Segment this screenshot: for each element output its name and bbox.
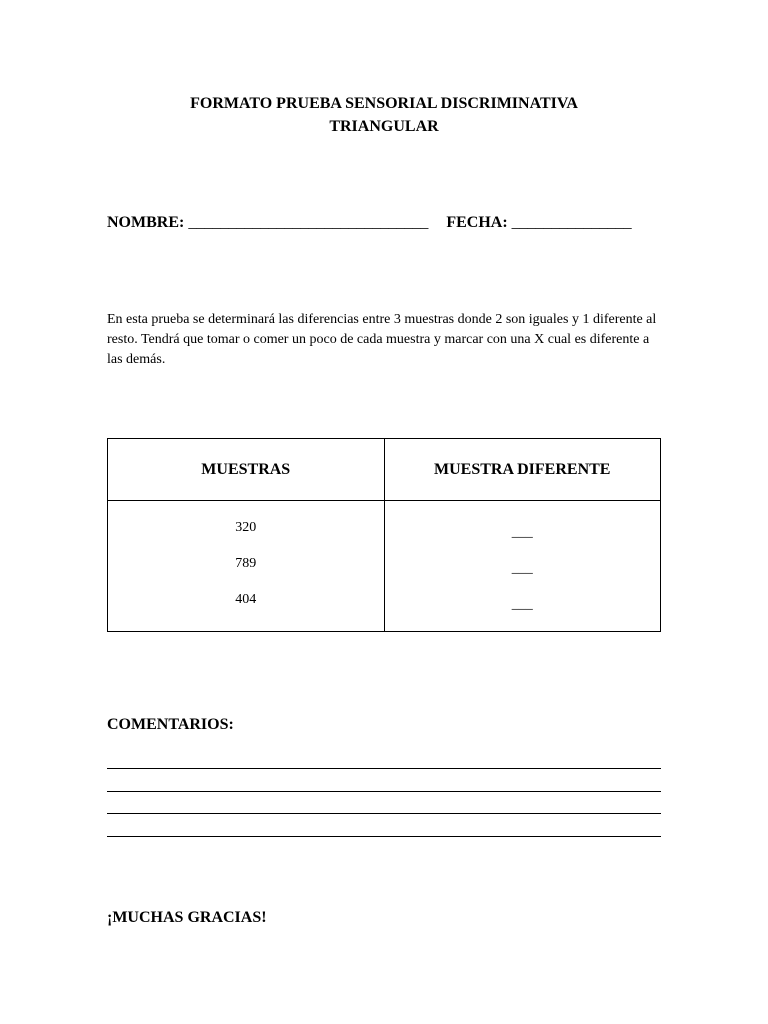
comment-line[interactable] [107, 768, 661, 769]
thanks-message: ¡MUCHAS GRACIAS! [107, 909, 267, 926]
name-label: NOMBRE: [107, 214, 185, 231]
sample-code: 404 [235, 592, 257, 607]
sample-code: 789 [235, 556, 257, 571]
comments-label: COMENTARIOS: [107, 716, 234, 733]
table-row [108, 501, 661, 632]
document-title-line-1: FORMATO PRUEBA SENSORIAL DISCRIMINATIVA [190, 95, 578, 112]
comment-line[interactable] [107, 836, 661, 837]
samples-table [107, 438, 661, 632]
comment-line[interactable] [107, 791, 661, 792]
samples-cell [108, 501, 385, 632]
sample-code: 320 [235, 520, 257, 535]
header-muestras: MUESTRAS [108, 439, 385, 501]
mark-blank[interactable]: ___ [511, 525, 533, 540]
instructions-paragraph: En esta prueba se determinará las diferencias entre 3 muestras donde 2 son iguales y 1 diferente al resto. Tendrá que tomar o comer un poco de cada muestra y marcar con una X cual es diferente a las demás. [107, 312, 657, 367]
date-blank[interactable]: _______________ [511, 214, 632, 231]
table-header-row [108, 439, 661, 501]
mark-blank[interactable]: ___ [511, 561, 533, 576]
mark-cell [384, 501, 661, 632]
date-label: FECHA: [446, 214, 508, 231]
document-title-line-2: TRIANGULAR [329, 118, 439, 135]
comment-line[interactable] [107, 813, 661, 814]
mark-blank[interactable]: ___ [511, 597, 533, 612]
header-muestra-diferente: MUESTRA DIFERENTE [384, 439, 661, 501]
name-date-row [107, 212, 632, 234]
name-blank[interactable]: ______________________________ [188, 214, 429, 231]
